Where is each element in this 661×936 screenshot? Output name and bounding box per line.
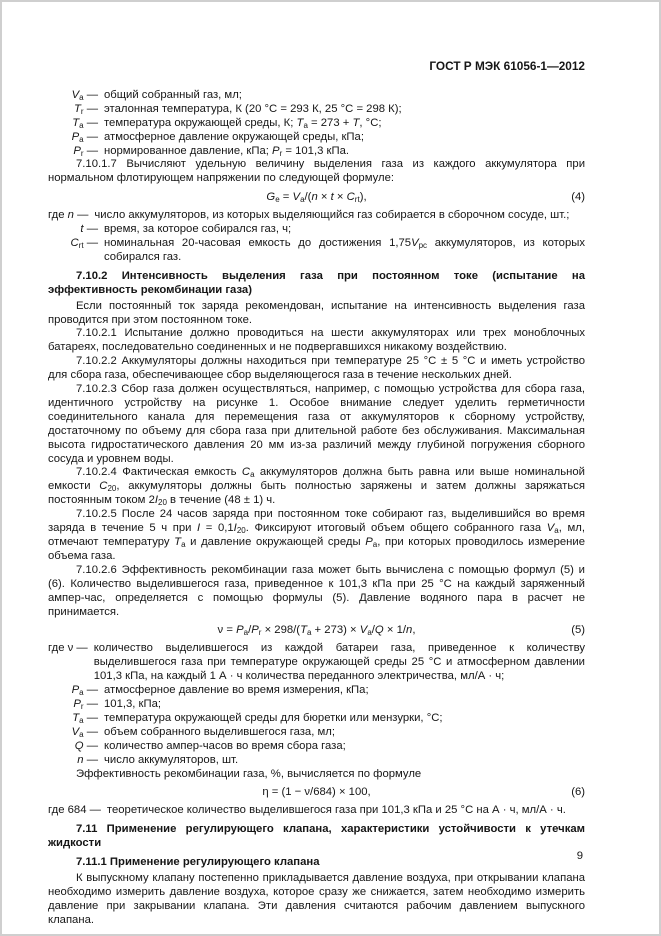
where-684-text: теоретическое количество выделившегося газа при 101,3 кПа и 25 °С на А · ч, мл/А · ч.	[106, 804, 566, 817]
heading-7-11-1: 7.11.1 Применение регулирующего клапана	[76, 856, 320, 869]
def-Va2-term: $V_а$ —	[71, 725, 98, 739]
paragraph-7-10-2-4: 7.10.2.4 Фактическая емкость $C_а$ аккумуляторов должна быть равна или выше номинальной емкости $C_{20}$, аккумуляторы должны быть полностью заряжены и затем должны заряжаться постоянным током $2I_{20}$ в течение (48 ± 1) ч.	[48, 466, 585, 508]
where-nu-text: количество выделившегося из каждой батареи газа, приведенное к количеству выделившегося газа при температуре окружающей среды 25 °С и атмосферном давлении 101,3 кПа, на каждый 1 А · ч количества переданного электричества, мл/А · ч;	[93, 642, 585, 683]
def-Tr-term: $T_r$ —	[73, 102, 98, 116]
def-t	[48, 223, 585, 237]
def-Q-text: количество ампер-часов во время сбора газа;	[104, 739, 346, 752]
def-Va-text: общий собранный газ, мл;	[104, 88, 242, 101]
def-Pr	[48, 145, 585, 159]
def-Pa-term: $P_а$ —	[71, 130, 98, 144]
paragraph-recombination-efficiency: Эффективность рекомбинации газа, %, вычисляется по формуле	[76, 767, 422, 780]
paragraph-7-10-2-2: 7.10.2.2 Аккумуляторы должны находиться при температуре 25 °С ± 5 °С и иметь устройство для сбора газа, обеспечивающее сбор выделяющегося газа в течение нескольких дней.	[48, 355, 585, 382]
def-Pa2-term: $P_а$ —	[71, 684, 98, 698]
def-Pr2-term: $P_r$ —	[73, 697, 98, 711]
where-n-text: число аккумуляторов, из которых выделяющийся газ собирается в сборочном сосуде, шт.;	[94, 209, 570, 222]
def-n-term: n —	[77, 753, 98, 766]
document-header: ГОСТ Р МЭК 61056-1—2012	[429, 59, 585, 73]
def-n-text: число аккумуляторов, шт.	[104, 753, 239, 766]
def-Pa2	[48, 684, 585, 698]
heading-7-10-2: 7.10.2 Интенсивность выделения газа при постоянном токе (испытание на эффективность рекомбинации газа)	[48, 269, 585, 296]
def-Pa	[48, 131, 585, 145]
def-Ta	[48, 117, 585, 131]
def-Ta2-term: $T_а$ —	[72, 711, 98, 725]
def-Va2	[48, 726, 585, 740]
def-Va-term: $V_а$ —	[71, 88, 98, 102]
def-Pr-text: нормированное давление, кПа; $P_r = 101,3$ кПа.	[104, 144, 350, 158]
paragraph-7-10-2-5: 7.10.2.5 После 24 часов заряда при постоянном токе собирают газ, выделившийся во время заряда в течение 5 ч при $I = 0,1I_{20}$. Фиксируют итоговый объем общего собранного газа $V_а$, мл, отмечают температуру $T_а$ и давление окружающей среды $P_а$, при которых проводилось измерение объема газа.	[48, 508, 586, 562]
def-Crt-text: номинальная 20-часовая емкость до достижения $1,75V_{рс}$ аккумуляторов, из которых собирался газ.	[104, 236, 585, 263]
formula-5	[48, 619, 585, 642]
where-n	[48, 209, 585, 223]
formula-5-expression: $\nu = P_а/P_r \times 298/(T_а + 273) \times V_а/Q \times 1/n$,	[217, 624, 416, 638]
def-Pr-term: $P_r$ —	[73, 144, 98, 158]
def-Ta2	[48, 712, 585, 726]
page-number: 9	[576, 850, 583, 863]
def-Ta-term: $T_а$ —	[72, 116, 98, 130]
paragraph-7-10-2-1: 7.10.2.1 Испытание должно проводиться на шести аккумуляторах или трех моноблочных батареях, последовательно соединенных и не подвергавшихся никакому воздействию.	[48, 327, 585, 354]
def-Ta2-text: температура окружающей среды для бюретки или мензурки, °С;	[104, 711, 443, 724]
def-Va2-text: объем собранного выделившегося газа, мл;	[104, 725, 335, 738]
where-684	[48, 804, 585, 818]
def-Tr-text: эталонная температура, К (20 °С = 293 К, 25 °С = 298 К);	[104, 102, 402, 115]
formula-6-expression: η = (1 − ν/684) × 100,	[262, 786, 371, 799]
formula-4-expression: $G_е = V_а/(n \times t \times C_{rt})$,	[266, 191, 367, 205]
where-nu-term: где ν —	[48, 642, 88, 655]
formula-5-number: (5)	[571, 624, 585, 637]
paragraph-7-10-2-3: 7.10.2.3 Сбор газа должен осуществляться, например, с помощью устройства для сбора газа, идентичного устройству на рисунке 1. Особое внимание следует уделить герметичности соединительного канала для перемещения газа от аккумуляторов к сборному устройству, достаточному по объему для сбора газа при длительной работе без обслуживания. Максимальная высота гидростатического давления 20 мм из-за различий между глубиной погружения сборного сосуда и уровнем воды.	[48, 383, 585, 465]
formula-6	[48, 781, 585, 804]
def-Pa-text: атмосферное давление окружающей среды, кПа;	[104, 130, 364, 143]
heading-7-11: 7.11 Применение регулирующего клапана, характеристики устойчивости к утечкам жидкости	[48, 823, 585, 850]
def-Ta-text: температура окружающей среды, К; $T_а = 273 + T$, °С;	[104, 116, 382, 130]
where-684-term: где 684 —	[48, 804, 101, 817]
where-nu	[48, 642, 585, 684]
def-n	[48, 754, 585, 768]
where-n-term: где n —	[48, 209, 89, 222]
paragraph-7-11-1: К выпускному клапану постепенно прикладывается давление воздуха, при открывании клапана необходимо измерить давление воздуха, которое сразу же снижается, затем необходимо измерить давление при закрывании клапана. Эти давления считаются рабочим давлением выпускного клапана.	[48, 871, 585, 926]
def-t-term: t —	[80, 223, 98, 236]
document-body	[48, 89, 585, 928]
formula-4-number: (4)	[571, 191, 585, 204]
formula-6-number: (6)	[571, 786, 585, 799]
def-t-text: время, за которое собирался газ, ч;	[104, 223, 292, 236]
def-Crt	[48, 237, 585, 265]
def-Tr	[48, 103, 585, 117]
paragraph-7-10-2-intro: Если постоянный ток заряда рекомендован, испытание на интенсивность выделения газа проводится при этом постоянном токе.	[48, 299, 585, 326]
def-Pr2-text: 101,3, кПа;	[104, 697, 162, 710]
formula-4	[48, 186, 585, 209]
paragraph-7-10-1-7: 7.10.1.7 Вычисляют удельную величину выделения газа из каждого аккумулятора при нормальном флотирующем напряжении по следующей формуле:	[48, 158, 585, 185]
def-Crt-term: $C_{rt}$ —	[70, 236, 98, 250]
paragraph-7-10-2-6: 7.10.2.6 Эффективность рекомбинации газа может быть вычислена с помощью формул (5) и (6). Количество выделившегося газа, приведенное к 101,3 кПа при 25 °С на каждый заряженный ампер-час, определяется с помощью формулы (5). Давление водяного пара в расчет не принимается.	[48, 563, 585, 618]
def-Va	[48, 89, 585, 103]
def-Q-term: Q —	[74, 739, 98, 752]
def-Pr2	[48, 698, 585, 712]
def-Q	[48, 740, 585, 754]
def-Pa2-text: атмосферное давление во время измерения, кПа;	[104, 684, 369, 697]
